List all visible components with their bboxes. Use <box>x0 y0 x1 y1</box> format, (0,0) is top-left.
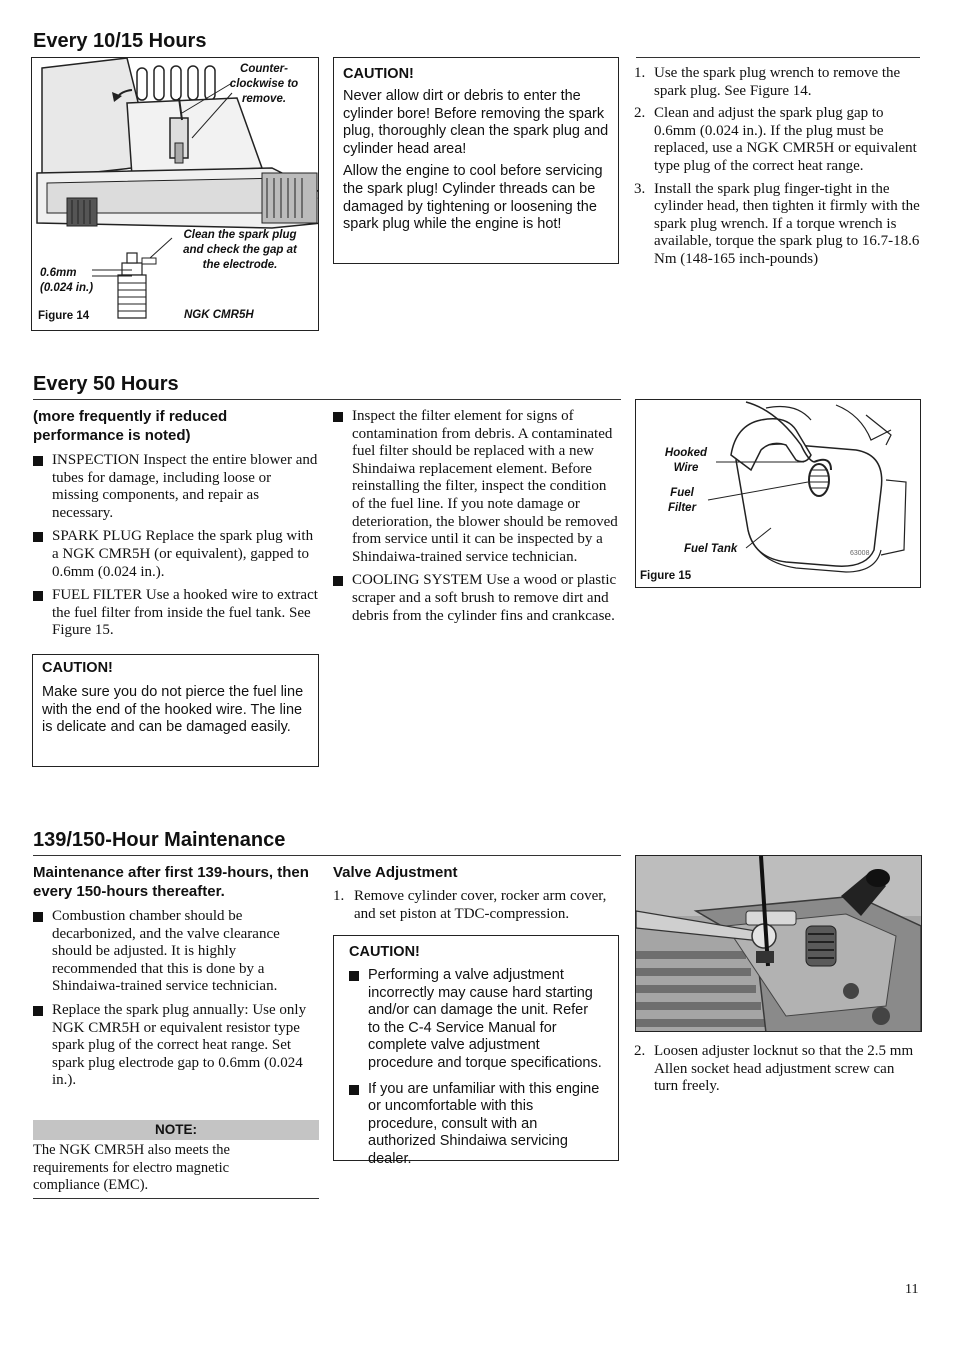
list-item: SPARK PLUG Replace the spark plug with a NGK CMR5H (or equivalent), gapped to 0.6mm (0.024 in.). <box>33 528 319 581</box>
list-item: 1. Use the spark plug wrench to remove the spark plug. See Figure 14. <box>634 65 901 99</box>
list-item: COOLING SYSTEM Use a wood or plastic scraper and a soft brush to remove dirt and debris from the cylinder fins and crankcase. <box>333 572 621 625</box>
callout-plug-model: NGK CMR5H <box>184 309 254 321</box>
section-heading-10-15: Every 10/15 Hours <box>33 30 207 52</box>
valve-adjustment-heading: Valve Adjustment <box>333 864 458 881</box>
subheading: (more frequently if reduced performance is noted) <box>33 408 228 444</box>
list-item: Performing a valve adjustment incorrectly may cause hard starting and/or can damage the unit. Refer to the C-4 Service Manual for complete valve adjustment procedure and torque specifications. <box>349 967 604 1073</box>
list-item: 2. Loosen adjuster locknut so that the 2.5 mm Allen socket head adjustment screw can turn freely. <box>634 1043 914 1095</box>
list-item: If you are unfamiliar with this engine or uncomfortable with this procedure, consult with an authorized Shindaiwa servicing dealer. <box>349 1081 604 1169</box>
column-left-139 <box>33 863 319 1096</box>
caution-text: Make sure you do not pierce the fuel line with the end of the hooked wire. The line is delicate and can be damaged easily. <box>42 684 304 736</box>
divider <box>33 855 621 856</box>
caution-box-spark-plug <box>333 57 619 264</box>
column-mid-50 <box>333 408 621 631</box>
note-text: The NGK CMR5H also meets the requirements for electro magnetic compliance (EMC). <box>33 1142 230 1194</box>
callout-counterclockwise: Counter-clockwise to remove. <box>229 63 299 105</box>
page-number: 11 <box>905 1282 919 1297</box>
callout-fuel-filter: Fuel Filter <box>667 487 697 514</box>
subheading: Maintenance after first 139-hours, then every 150-hours thereafter. <box>33 864 309 900</box>
figure-15-label: Figure 15 <box>640 570 692 582</box>
list-item: Replace the spark plug annually: Use only NGK CMR5H or equivalent resistor type spark plug of the correct heat range. Set spark plug electrode gap to 0.6mm (0.024 in.). <box>33 1002 319 1090</box>
caution-text: Never allow dirt or debris to enter the cylinder bore! Before removing the spark plug, thoroughly clean the spark plug and cylinder head area! <box>343 88 609 157</box>
column-mid-139 <box>333 863 621 928</box>
callout-fuel-tank: Fuel Tank <box>684 543 738 555</box>
caution-title: CAUTION! <box>343 66 414 82</box>
caution-text: Allow the engine to cool before servicing the spark plug! Cylinder threads can be damaged by tightening or loosening the spark plug while the engine is hot! <box>343 163 603 233</box>
caution-box-fuel-line <box>32 654 319 767</box>
note-title: NOTE: <box>33 1120 319 1140</box>
divider <box>33 1198 319 1199</box>
valve-step-2 <box>634 1043 922 1101</box>
caution-box-valve <box>333 935 619 1167</box>
valve-adjustment-photo <box>635 855 922 1032</box>
callout-gap-measure: 0.6mm (0.024 in.) <box>40 267 94 294</box>
callout-clean-gap: Clean the spark plug and check the gap at the electrode. <box>183 229 297 271</box>
list-item: 2. Clean and adjust the spark plug gap to 0.6mm (0.024 in.). If the plug must be replaced, use a NGK CMR5H or equivalent type plug of the correct heat range. <box>634 105 917 174</box>
list-item: Inspect the filter element for signs of contamination from debris. A contaminated fuel filter should be replaced with a new Shindaiwa replacement element. Before reinstalling the filter, inspect the condition of the fuel line. If you note damage or deterioration, the blower should be removed from service until it can be inspected by a Shindaiwa-trained service technician. <box>333 408 621 566</box>
divider <box>33 399 621 400</box>
valve-photo-illustration <box>636 856 922 1032</box>
figure-14-label: Figure 14 <box>38 310 90 322</box>
spark-plug-steps <box>634 65 920 274</box>
list-item: 3. Install the spark plug finger-tight in the cylinder head, then tighten it firmly with the spark plug wrench. If a torque wrench is available, torque the spark plug to 16.7-18.6 Nm (148-165 inch-pounds) <box>634 180 920 267</box>
figure-14 <box>31 57 319 331</box>
section-heading-139-150: 139/150-Hour Maintenance <box>33 829 286 851</box>
list-item: Combustion chamber should be decarbonized, and the valve clearance should be adjusted. It is highly recommended that this is done by a Shindaiwa-trained service technician. <box>33 908 319 996</box>
list-item: INSPECTION Inspect the entire blower and tubes for damage, including loose or missing components, and repair as necessary. <box>33 452 319 522</box>
callout-hooked-wire: Hooked Wire <box>664 447 708 474</box>
divider <box>636 57 920 58</box>
caution-title: CAUTION! <box>349 944 420 960</box>
list-item: FUEL FILTER Use a hooked wire to extract the fuel filter from inside the fuel tank. See Figure 15. <box>33 587 319 640</box>
list-item: 1. Remove cylinder cover, rocker arm cover, and set piston at TDC-compression. <box>333 888 607 922</box>
caution-title: CAUTION! <box>42 660 113 676</box>
figure-code: 63008 <box>850 550 870 557</box>
section-heading-50: Every 50 Hours <box>33 373 179 395</box>
column-left-50 <box>33 407 319 646</box>
figure-15 <box>635 399 921 588</box>
